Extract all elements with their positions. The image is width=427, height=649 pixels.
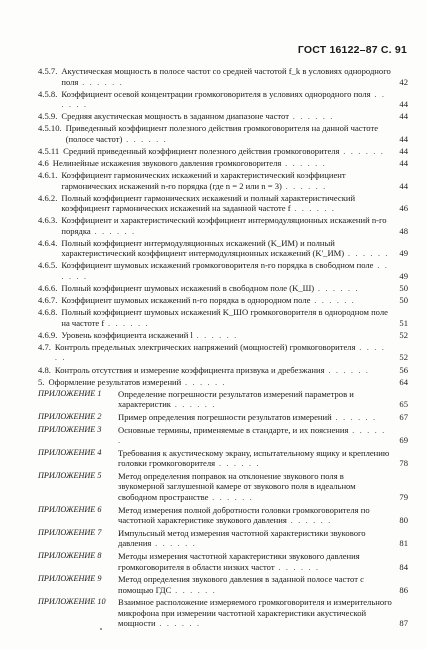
- leader-dots: . . . . . .: [274, 561, 320, 572]
- leader-dots: . . . . . .: [104, 317, 150, 328]
- appendix-title: Основные термины, применяемые в стандарте, и их пояснения . . . . . .: [118, 424, 386, 446]
- toc-entry: [38, 307, 408, 328]
- toc-entry-page: 44: [399, 111, 408, 122]
- toc-entry-page: 48: [399, 225, 408, 236]
- toc-entry: [38, 330, 408, 341]
- toc-entry-number: 4.6.6.: [38, 283, 58, 294]
- toc-entry: [38, 238, 408, 259]
- toc-entry-page: 44: [399, 133, 408, 144]
- appendix-page: 79: [399, 491, 408, 502]
- toc-entry: [38, 123, 408, 144]
- toc-entry-number: 4.6.3.: [38, 215, 58, 226]
- toc-entry-page: 64: [399, 376, 408, 387]
- toc-entry-title: Полный коэффициент гармонических искажений и полный характеристический коэффициент гармонических искажений на заданной частоте f . . . . . .: [61, 192, 356, 214]
- leader-dots: . . . . . .: [215, 458, 261, 469]
- appendix-label: ПРИЛОЖЕНИЕ 9: [38, 574, 102, 584]
- toc-appendix: [38, 505, 408, 526]
- toc-appendix: [38, 574, 408, 595]
- toc-entry-page: 52: [399, 352, 408, 363]
- toc-entry: [38, 295, 408, 306]
- toc-appendix: [38, 471, 408, 503]
- leader-dots: . . . . . .: [289, 111, 334, 122]
- appendix-label: ПРИЛОЖЕНИЕ 2: [38, 411, 102, 421]
- toc-entry-title: Полный коэффициент шумовых искажений в свободном поле (K_Ш) . . . . . .: [61, 283, 360, 294]
- leader-dots: . . . . . .: [281, 180, 327, 191]
- toc-appendix: [38, 425, 408, 446]
- toc-entry-page: 46: [399, 203, 408, 214]
- toc-entry-title: Приведенный коэффициент полезного действия громкоговорителя на данной частоте (полосе частот) . . . . . .: [65, 123, 379, 144]
- toc-entry: [38, 193, 408, 214]
- toc-entry-title: Коэффициент осевой концентрации громкоговорителя в условиях однородного поля . . . . . .: [61, 88, 386, 110]
- toc-entry-page: 51: [399, 317, 408, 328]
- appendix-label: ПРИЛОЖЕНИЕ 10: [38, 597, 106, 607]
- toc-entry-number: 4.5.10.: [38, 123, 62, 134]
- toc-entry-page: 49: [399, 270, 408, 281]
- toc-entry-number: 4.6: [38, 157, 49, 168]
- toc-entry: [38, 377, 408, 388]
- toc-appendix: [38, 412, 408, 423]
- appendix-label: ПРИЛОЖЕНИЕ 8: [38, 551, 102, 560]
- toc-entry-number: 4.6.2.: [38, 192, 58, 203]
- appendix-label: ПРИЛОЖЕНИЕ 4: [38, 447, 102, 457]
- toc-entry-page: 44: [399, 157, 408, 168]
- appendix-page: 67: [399, 411, 408, 422]
- leader-dots: . . . . . .: [339, 145, 385, 156]
- leader-dots: . . . . . .: [181, 376, 227, 387]
- toc-entry: [38, 365, 408, 376]
- toc-entry-number: 5.: [38, 376, 45, 387]
- table-of-contents: [38, 66, 408, 631]
- appendix-title: Метод измерения полной добротности головки громкоговорителя по частотной характеристике звукового давления . . . . . .: [118, 504, 370, 526]
- toc-entry-number: 4.6.9.: [38, 329, 58, 340]
- toc-entry: [38, 342, 408, 363]
- appendix-title: Импульсный метод измерения частотной характеристики звукового давления . . . . . .: [118, 527, 366, 549]
- appendix-title: Метод определения поправок на отклонение звукового поля в звукомерной заглушенной камере от звукового поля в идеальном свободном пространстве . . . . . .: [118, 470, 356, 502]
- toc-appendix: [38, 389, 408, 410]
- leader-dots: . . . . . .: [192, 329, 238, 340]
- toc-entry-title: Контроль предельных электрических напряжений (мощностей) громкоговорителя . . . . . .: [54, 341, 386, 363]
- appendix-page: 69: [399, 435, 408, 446]
- appendix-page: 87: [399, 618, 408, 629]
- toc-entry-title: Уровень коэффициента искажений l . . . . . .: [61, 329, 238, 340]
- leader-dots: . . . . . .: [118, 424, 386, 446]
- leader-dots: . . . . . .: [314, 283, 360, 294]
- appendix-page: 80: [399, 515, 408, 526]
- leader-dots: . . . . . .: [61, 88, 386, 110]
- leader-dots: . . . . . .: [151, 538, 197, 549]
- toc-entry-number: 4.5.11: [38, 145, 60, 156]
- toc-entry-title: Оформление результатов измерений . . . . . .: [48, 376, 227, 387]
- leader-dots: . . . . . .: [155, 618, 201, 629]
- toc-entry: [38, 170, 408, 191]
- leader-dots: . . . . . .: [54, 341, 386, 363]
- toc-appendix: [38, 551, 408, 572]
- toc-entry: [38, 283, 408, 294]
- toc-appendix: [38, 597, 408, 629]
- appendix-page: 78: [399, 458, 408, 469]
- appendix-label: ПРИЛОЖЕНИЕ 7: [38, 527, 102, 537]
- toc-entry-number: 4.6.7.: [38, 295, 58, 306]
- toc-entry-title: Коэффициент шумовых искажений громкоговорителя n-го порядка в свободном поле . . . . . .: [61, 260, 389, 281]
- appendix-page: 86: [399, 584, 408, 595]
- toc-entry-page: 42: [399, 76, 408, 87]
- appendix-page: 81: [399, 538, 408, 549]
- leader-dots: . . . . . .: [122, 133, 168, 144]
- leader-dots: . . . . . .: [78, 76, 124, 87]
- toc-entry-title: Средний приведенный коэффициент полезного действия громкоговорителя . . . . . .: [63, 145, 385, 156]
- toc-entry: [38, 66, 408, 87]
- toc-entry-page: 44: [399, 99, 408, 110]
- toc-entry: [38, 146, 408, 157]
- leader-dots: . . . . . .: [344, 248, 390, 259]
- toc-appendix: [38, 448, 408, 469]
- toc-appendices: [38, 389, 408, 629]
- leader-dots: . . . . . .: [208, 491, 254, 502]
- speck-mark: [100, 628, 102, 630]
- toc-entry-page: 50: [399, 295, 408, 306]
- leader-dots: . . . . . .: [290, 203, 336, 214]
- toc-entry-page: 56: [399, 364, 408, 375]
- appendix-title: Требования к акустическому экрану, испытательному ящику и креплению головки громкоговорителя . . . . . .: [118, 447, 390, 469]
- toc-entry-number: 4.6.1.: [38, 170, 58, 181]
- appendix-label: ПРИЛОЖЕНИЕ 6: [38, 504, 102, 514]
- toc-entry-title: Средняя акустическая мощность в заданном диапазоне частот . . . . . .: [61, 111, 334, 122]
- toc-entry-number: 4.6.4.: [38, 237, 58, 248]
- toc-entry: [38, 215, 408, 236]
- leader-dots: . . . . . .: [61, 260, 389, 281]
- leader-dots: . . . . . .: [310, 295, 356, 306]
- appendix-label: ПРИЛОЖЕНИЕ 5: [38, 470, 102, 480]
- toc-entry-number: 4.7.: [38, 341, 51, 352]
- toc-entry-page: 49: [399, 248, 408, 259]
- toc-entry-title: Контроль отсутствия и измерение коэффициента призвука и дребезжания . . . . . .: [54, 364, 370, 375]
- toc-entry: [38, 158, 408, 169]
- appendix-title: Метод определения звукового давления в заданной полосе частот с помощью ГДС . . . . . .: [118, 574, 364, 595]
- toc-entry: [38, 111, 408, 122]
- appendix-label: ПРИЛОЖЕНИЕ 3: [38, 424, 102, 434]
- leader-dots: . . . . . .: [331, 411, 377, 422]
- appendix-page: 65: [399, 399, 408, 410]
- leader-dots: . . . . . .: [324, 364, 370, 375]
- leader-dots: . . . . . .: [170, 399, 216, 410]
- toc-entry-number: 4.6.5.: [38, 260, 58, 271]
- toc-entry-page: 52: [399, 329, 408, 340]
- toc-appendix: [38, 528, 408, 549]
- toc-entry-number: 4.5.7.: [38, 66, 58, 76]
- appendix-title: Взаимное расположение измеряемого громкоговорителя и измерительного микрофона при измерении частотной характеристики акустической мощности . . . . . .: [118, 597, 392, 629]
- toc-entry-title: Полный коэффициент интермодуляционных искажений (K_ИМ) и полный характеристический коэффициент интермодуляционных искажений (K'_ИМ) . . . . . .: [61, 237, 390, 259]
- toc-entry: [38, 260, 408, 281]
- toc-sections: [38, 66, 408, 387]
- appendix-label: ПРИЛОЖЕНИЕ 1: [38, 388, 102, 398]
- toc-entry-page: 44: [399, 145, 408, 156]
- appendix-title: Методы измерения частотной характеристики звукового давления громкоговорителя в области низких частот . . . . . .: [118, 551, 360, 572]
- toc-entry-page: 44: [399, 180, 408, 191]
- appendix-title: Пример определения погрешности результатов измерений . . . . . .: [118, 411, 377, 422]
- toc-entry-title: Акустическая мощность в полосе частот со средней частотой f_k в условиях однородного поля . . . . . .: [61, 66, 391, 87]
- leader-dots: . . . . . .: [90, 225, 136, 236]
- toc-entry-number: 4.8.: [38, 364, 51, 375]
- toc-entry-title: Коэффициент и характеристический коэффициент интермодуляционных искажений n-го порядка . . . . . .: [61, 215, 387, 236]
- toc-entry-title: Нелинейные искажения звукового давления громкоговорителя . . . . . .: [52, 157, 327, 168]
- page-header: ГОСТ 16122–87 С. 91: [297, 44, 407, 56]
- leader-dots: . . . . . .: [281, 157, 327, 168]
- toc-entry-number: 4.5.9.: [38, 111, 58, 122]
- toc-entry-title: Коэффициент шумовых искажений n-го порядка в однородном поле . . . . . .: [61, 295, 356, 306]
- toc-entry: [38, 89, 408, 110]
- toc-entry-title: Коэффициент гармонических искажений и характеристический коэффициент гармонических искажений n-го порядка (где n = 2 или n = 3) . . . . . .: [61, 170, 346, 191]
- toc-entry-number: 4.6.8.: [38, 307, 58, 318]
- toc-entry-title: Полный коэффициент шумовых искажений K_ШО громкоговорителя в однородном поле на частоте f . . . . . .: [61, 307, 388, 328]
- toc-entry-page: 50: [399, 283, 408, 294]
- toc-entry-number: 4.5.8.: [38, 88, 58, 99]
- appendix-page: 84: [399, 561, 408, 572]
- leader-dots: . . . . . .: [286, 515, 332, 526]
- leader-dots: . . . . . .: [171, 584, 217, 595]
- appendix-title: Определение погрешности результатов измерений параметров и характеристик . . . . . .: [118, 388, 354, 410]
